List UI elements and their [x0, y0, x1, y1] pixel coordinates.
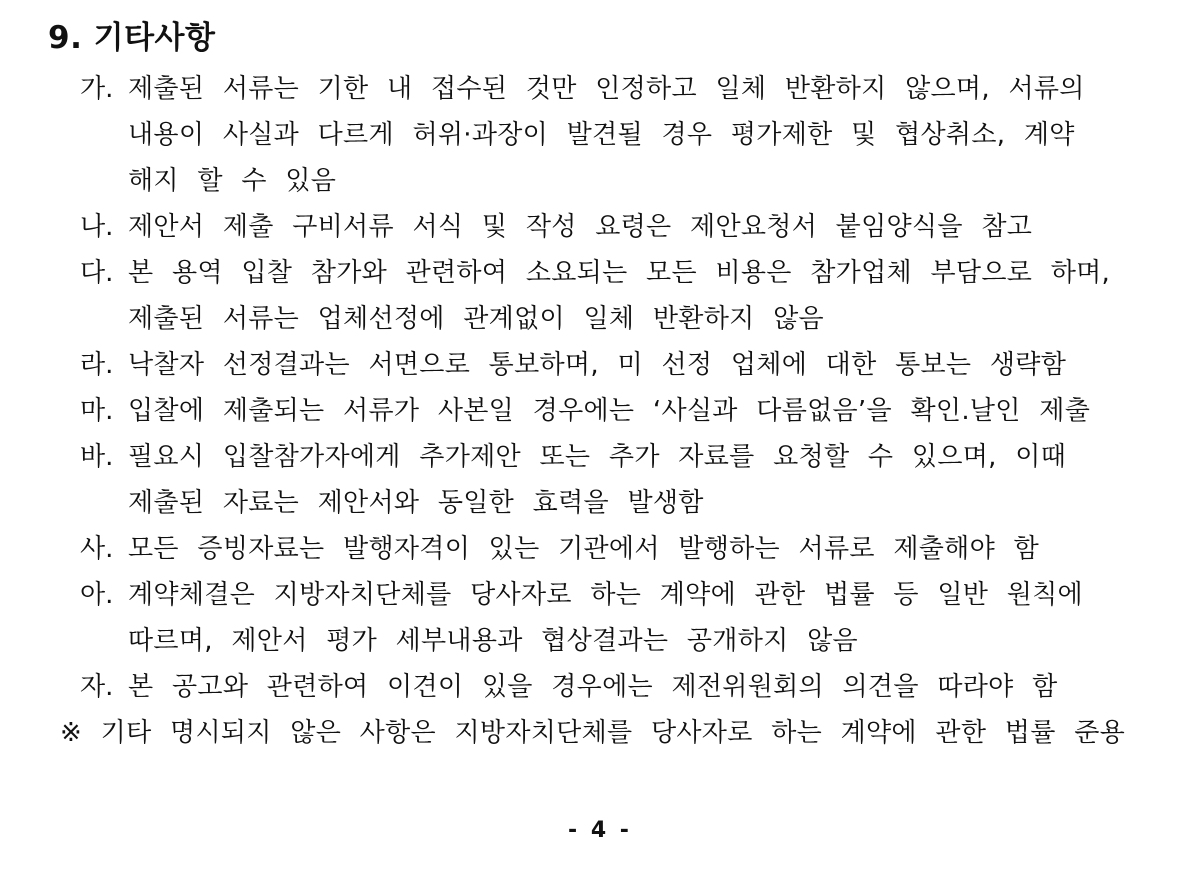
item-marker: 마. [80, 396, 114, 426]
item-text-line: 해지 할 수 있음 [128, 166, 337, 196]
item-text-line: 따르며, 제안서 평가 세부내용과 협상결과는 공개하지 않음 [128, 626, 858, 656]
item-text-line: 본 공고와 관련하여 이견이 있을 경우에는 제전위원회의 의견을 따라야 함 [128, 672, 1058, 702]
item-marker: 사. [80, 534, 114, 564]
item-text-line: 계약체결은 지방자치단체를 당사자로 하는 계약에 관한 법률 등 일반 원칙에 [128, 580, 1083, 610]
item-text-line: 제출된 서류는 업체선정에 관계없이 일체 반환하지 않음 [128, 304, 824, 334]
item-text-line: 제출된 자료는 제안서와 동일한 효력을 발생함 [128, 488, 704, 518]
item-marker: 나. [80, 212, 114, 242]
list-item [80, 526, 1160, 572]
item-list [60, 66, 1160, 756]
item-marker: 바. [80, 442, 114, 472]
item-text-line: 제안서 제출 구비서류 서식 및 작성 요령은 제안요청서 붙임양식을 참고 [128, 212, 1033, 242]
page-number: - 4 - [568, 818, 632, 843]
item-marker: 자. [80, 672, 114, 702]
item-marker: 다. [80, 258, 114, 288]
list-item [80, 572, 1160, 664]
section-title: 9. 기타사항 [48, 20, 216, 56]
item-marker: 라. [80, 350, 114, 380]
item-text-line: 본 용역 입찰 참가와 관련하여 소요되는 모든 비용은 참가업체 부담으로 하며, [128, 258, 1111, 288]
list-item [80, 342, 1160, 388]
item-text-line: 모든 증빙자료는 발행자격이 있는 기관에서 발행하는 서류로 제출해야 함 [128, 534, 1039, 564]
item-text-line: 내용이 사실과 다르게 허위·과장이 발견될 경우 평가제한 및 협상취소, 계약 [128, 120, 1075, 150]
item-marker: 가. [80, 74, 114, 104]
list-item [80, 250, 1160, 342]
list-item [80, 66, 1160, 204]
list-item [80, 388, 1160, 434]
list-item [80, 204, 1160, 250]
item-text-line: 필요시 입찰참가자에게 추가제안 또는 추가 자료를 요청할 수 있으며, 이때 [128, 442, 1067, 472]
item-marker: 아. [80, 580, 114, 610]
list-item [80, 664, 1160, 710]
item-text-line: 낙찰자 선정결과는 서면으로 통보하며, 미 선정 업체에 대한 통보는 생략함 [128, 350, 1067, 380]
list-item [80, 434, 1160, 526]
item-text-line: 입찰에 제출되는 서류가 사본일 경우에는 ‘사실과 다름없음’을 확인.날인 제출 [128, 396, 1091, 426]
reference-note: ※ 기타 명시되지 않은 사항은 지방자치단체를 당사자로 하는 계약에 관한 법률 준용 [60, 718, 1126, 748]
item-text-line: 제출된 서류는 기한 내 접수된 것만 인정하고 일체 반환하지 않으며, 서류의 [128, 74, 1085, 104]
